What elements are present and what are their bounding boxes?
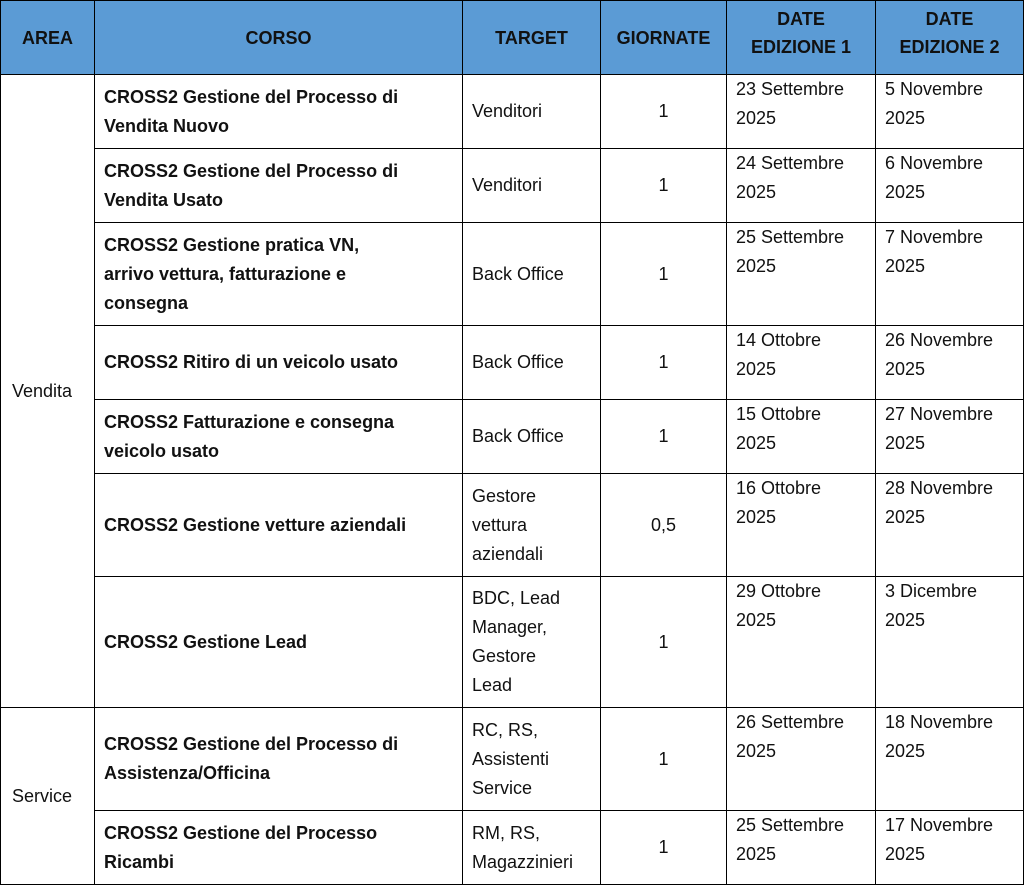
target-line: Venditori [472,101,543,121]
giornate-cell: 1 [601,223,727,326]
date-edizione-2-line: 2025 [885,741,926,761]
header-giornate: GIORNATE [601,1,727,75]
date-edizione-1-cell [727,577,876,708]
corso-cell [95,708,463,811]
giornate-cell: 1 [601,400,727,474]
date-edizione-2-line: 2025 [885,507,926,527]
giornate-cell: 1 [601,149,727,223]
date-edizione-1-line: 15 Ottobre [736,404,822,424]
header-date-edizione-2 [876,1,1024,75]
date-edizione-2-line: 2025 [885,108,926,128]
target-cell [463,708,601,811]
header-row [1,1,1024,75]
date-edizione-2-line: 2025 [885,182,926,202]
corso-cell [95,474,463,577]
date-edizione-2-line: 2025 [885,359,926,379]
header-corso: CORSO [95,1,463,75]
target-line: Gestore [472,646,537,666]
date-edizione-1-line: 29 Ottobre [736,581,822,601]
date-edizione-2-line: 2025 [885,433,926,453]
corso-cell [95,149,463,223]
corso-cell [95,326,463,400]
target-line: RM, RS, [472,822,541,843]
area-cell-vendita: Vendita [1,75,95,708]
target-cell [463,75,601,149]
corso-line: Vendita Nuovo [104,115,230,136]
date-edizione-1-line: 25 Settembre [736,227,845,247]
corso-line: CROSS2 Ritiro di un veicolo usato [104,352,399,372]
target-line: Manager, [472,617,548,637]
giornate-cell: 1 [601,577,727,708]
date-edizione-1-line: 2025 [736,256,777,276]
corso-cell [95,577,463,708]
corso-line: arrivo vettura, fatturazione e [104,263,347,284]
table-body [1,75,1024,885]
target-line: Magazzinieri [472,851,574,872]
header-date-edizione-1-line-1: DATE [777,9,825,29]
date-edizione-2-line: 17 Novembre [885,815,994,835]
date-edizione-2-line: 5 Novembre [885,79,984,99]
target-line: BDC, Lead [472,588,561,608]
target-line: Back Office [472,352,564,372]
date-edizione-2-cell [876,149,1024,223]
date-edizione-2-cell [876,811,1024,885]
corso-cell [95,400,463,474]
date-edizione-1-line: 25 Settembre [736,815,845,835]
date-edizione-2-cell [876,708,1024,811]
target-line: Service [472,777,533,798]
giornate-cell: 1 [601,708,727,811]
date-edizione-2-line: 2025 [885,610,926,630]
date-edizione-1-cell [727,400,876,474]
target-cell [463,326,601,400]
target-line: Back Office [472,263,564,284]
date-edizione-1-line: 26 Settembre [736,712,845,732]
date-edizione-1-cell [727,811,876,885]
corso-line: CROSS2 Gestione del Processo di [104,734,399,754]
target-line: Venditori [472,175,543,195]
date-edizione-2-line: 2025 [885,844,926,864]
target-cell [463,400,601,474]
date-edizione-1-cell [727,223,876,326]
table-row [1,577,1024,708]
table-row [1,75,1024,149]
giornate-cell: 1 [601,811,727,885]
corso-cell [95,811,463,885]
table-row [1,708,1024,811]
corso-line: CROSS2 Fatturazione e consegna [104,411,395,432]
header-date-edizione-1-line-2: EDIZIONE 1 [750,37,852,57]
date-edizione-2-line: 26 Novembre [885,330,994,350]
target-line: Assistenti [472,748,550,769]
corso-cell [95,75,463,149]
target-line: RC, RS, [472,719,539,740]
date-edizione-1-line: 2025 [736,108,777,128]
date-edizione-2-cell [876,577,1024,708]
date-edizione-1-cell [727,75,876,149]
date-edizione-1-line: 2025 [736,507,777,527]
date-edizione-2-cell [876,474,1024,577]
target-cell [463,811,601,885]
giornate-cell: 1 [601,75,727,149]
date-edizione-1-line: 2025 [736,844,777,864]
date-edizione-2-line: 3 Dicembre [885,581,978,601]
corso-line: consegna [104,292,189,313]
date-edizione-1-line: 2025 [736,182,777,202]
header-date-edizione-1 [727,1,876,75]
giornate-cell: 1 [601,326,727,400]
date-edizione-2-line: 27 Novembre [885,404,994,424]
date-edizione-2-line: 28 Novembre [885,478,994,498]
corso-line: CROSS2 Gestione del Processo [104,822,378,843]
target-cell [463,577,601,708]
corso-line: Vendita Usato [104,189,224,210]
target-line: Gestore [472,485,537,506]
date-edizione-2-cell [876,400,1024,474]
corso-line: CROSS2 Gestione pratica VN, [104,234,360,255]
date-edizione-1-line: 23 Settembre [736,79,845,99]
target-line: vettura [472,514,528,535]
corso-line: CROSS2 Gestione Lead [104,631,308,652]
table-row [1,811,1024,885]
date-edizione-1-line: 2025 [736,359,777,379]
date-edizione-1-line: 2025 [736,741,777,761]
header-date-edizione-2-line-2: EDIZIONE 2 [899,37,1000,57]
date-edizione-1-cell [727,149,876,223]
table-header [1,1,1024,75]
date-edizione-2-line: 18 Novembre [885,712,994,732]
table-row [1,149,1024,223]
corso-line: CROSS2 Gestione vetture aziendali [104,514,407,535]
date-edizione-1-cell [727,474,876,577]
header-target: TARGET [463,1,601,75]
corso-line: Ricambi [104,851,175,872]
target-line: Lead [472,675,513,695]
header-area: AREA [1,1,95,75]
target-cell [463,149,601,223]
table-row [1,223,1024,326]
date-edizione-2-line: 7 Novembre [885,227,984,247]
target-cell [463,474,601,577]
corso-line: veicolo usato [104,440,220,461]
corso-cell [95,223,463,326]
date-edizione-2-cell [876,75,1024,149]
date-edizione-1-line: 2025 [736,610,777,630]
target-line: Back Office [472,426,564,446]
corso-line: CROSS2 Gestione del Processo di [104,160,399,181]
date-edizione-2-line: 6 Novembre [885,153,984,173]
table-row [1,400,1024,474]
giornate-cell: 0,5 [601,474,727,577]
header-date-edizione-2-line-1: DATE [925,9,974,29]
date-edizione-1-line: 2025 [736,433,777,453]
corso-line: Assistenza/Officina [104,763,271,783]
target-line: aziendali [472,543,544,564]
table-row [1,474,1024,577]
date-edizione-1-line: 24 Settembre [736,153,845,173]
area-cell-service: Service [1,708,95,885]
date-edizione-2-line: 2025 [885,256,926,276]
date-edizione-1-cell [727,326,876,400]
date-edizione-2-cell [876,326,1024,400]
date-edizione-1-line: 14 Ottobre [736,330,822,350]
date-edizione-2-cell [876,223,1024,326]
table-row [1,326,1024,400]
corso-line: CROSS2 Gestione del Processo di [104,86,399,107]
date-edizione-1-line: 16 Ottobre [736,478,822,498]
target-cell [463,223,601,326]
date-edizione-1-cell [727,708,876,811]
